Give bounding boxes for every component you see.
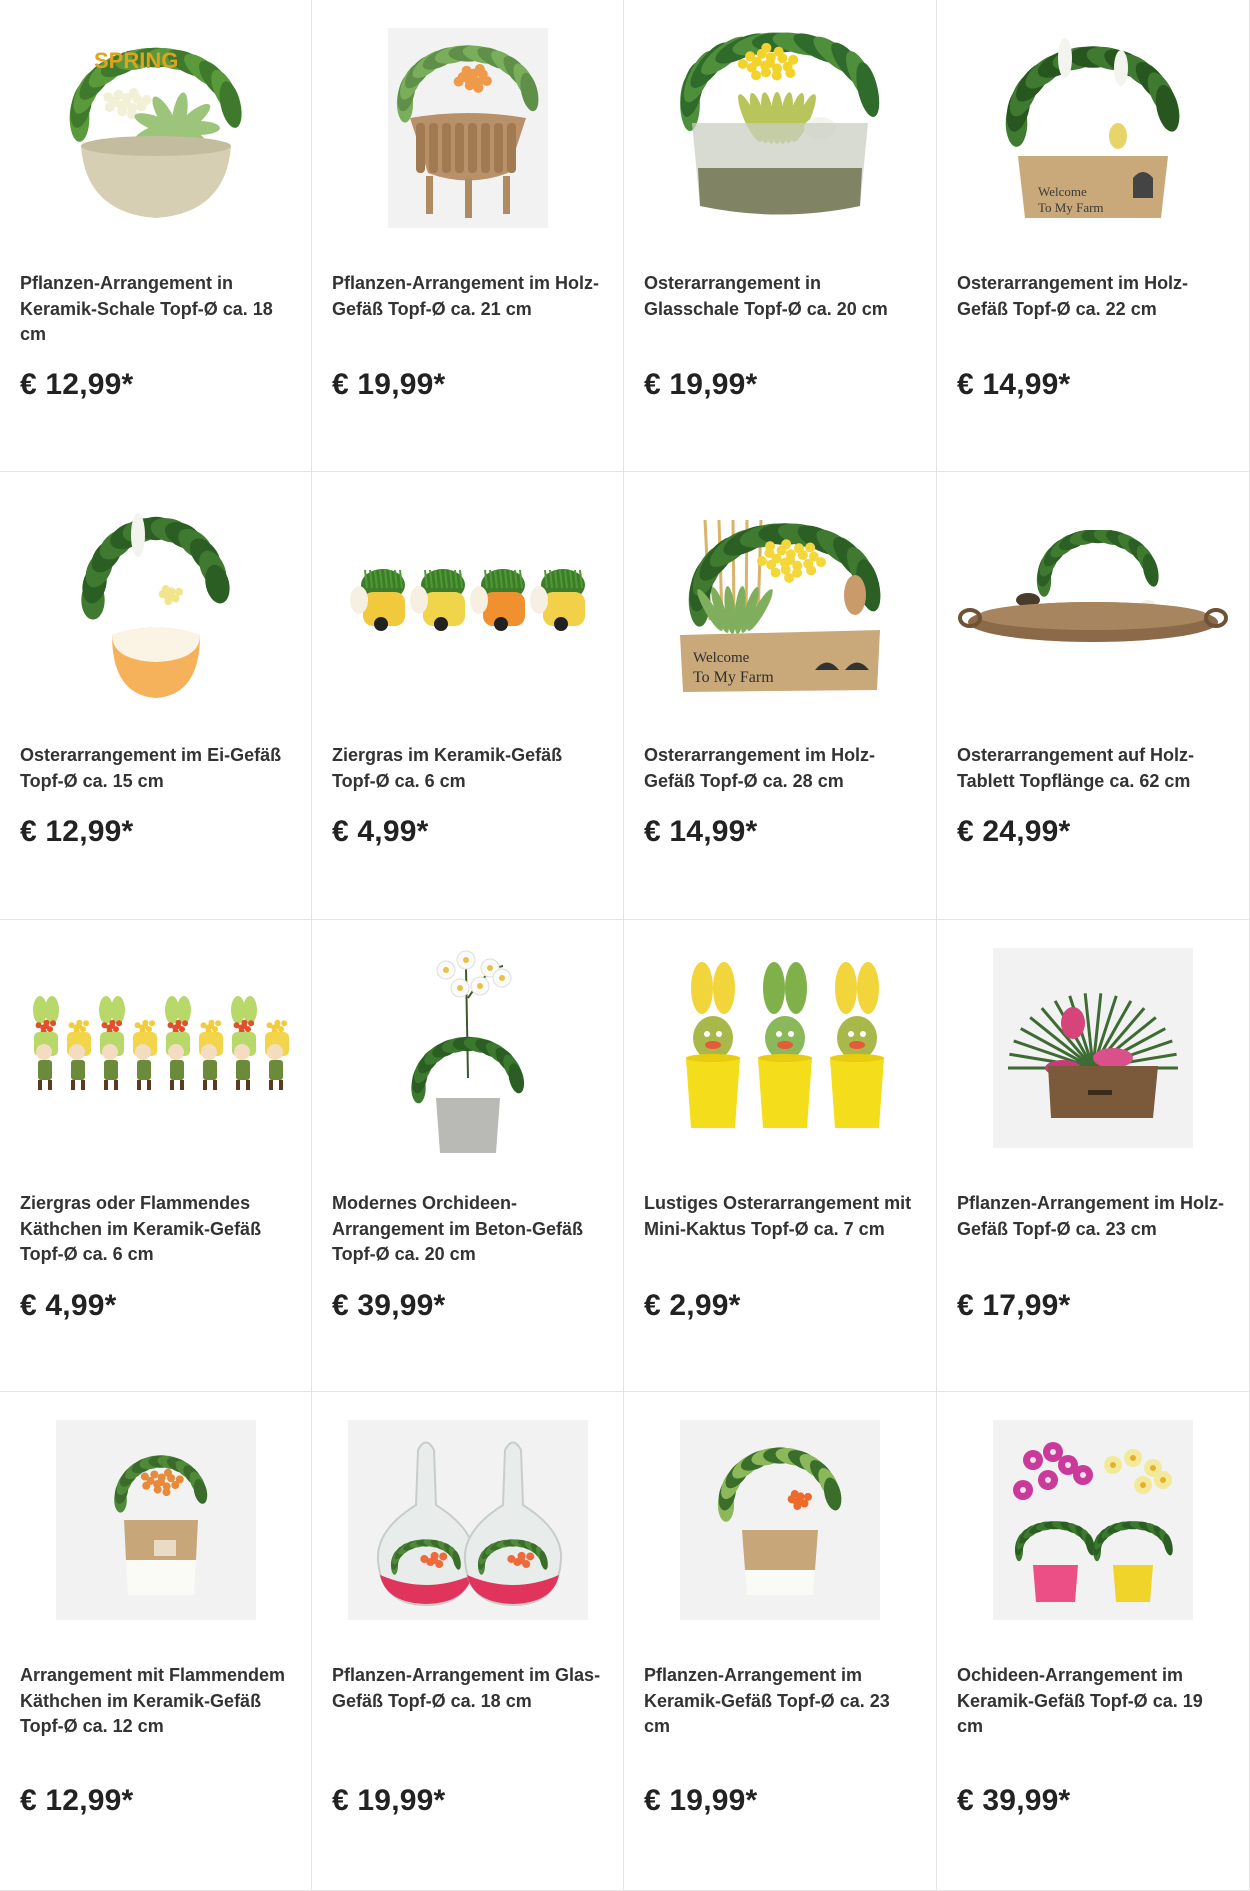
product-price: € 2,99* xyxy=(644,1289,741,1322)
product-price: € 19,99* xyxy=(644,368,758,401)
product-card[interactable] xyxy=(312,920,624,1392)
product-image[interactable] xyxy=(0,938,311,1158)
product-card[interactable] xyxy=(624,1392,937,1891)
product-price: € 4,99* xyxy=(20,1289,117,1322)
easter-arrangement-wooden-tray-icon xyxy=(958,530,1228,670)
product-card[interactable] xyxy=(937,920,1250,1392)
product-image[interactable] xyxy=(624,490,936,710)
product-card[interactable] xyxy=(0,0,312,472)
easter-arrangement-egg-pot-icon xyxy=(76,500,236,700)
product-price: € 19,99* xyxy=(644,1784,758,1817)
product-title[interactable]: Pflanzen-Arrangement im Holz-Gefäß Topf-Ø ca. 21 cm xyxy=(332,273,600,319)
product-image[interactable] xyxy=(0,18,311,238)
ornamental-grass-pots-icon xyxy=(343,530,593,670)
product-title[interactable]: Osterarrangement im Holz-Gefäß Topf-Ø ca. 28 cm xyxy=(644,745,876,791)
product-card[interactable] xyxy=(937,1392,1250,1891)
cactus-bunny-pots-icon xyxy=(670,958,890,1138)
product-card[interactable] xyxy=(624,472,937,920)
product-card[interactable] xyxy=(0,472,312,920)
product-price: € 19,99* xyxy=(332,1784,446,1817)
product-title[interactable]: Lustiges Osterarrangement mit Mini-Kaktus Topf-Ø ca. 7 cm xyxy=(644,1193,912,1239)
product-price: € 14,99* xyxy=(957,368,1071,401)
product-card[interactable] xyxy=(624,0,937,472)
product-price: € 17,99* xyxy=(957,1289,1071,1322)
svg-text:Welcome: Welcome xyxy=(693,650,750,666)
product-image[interactable] xyxy=(0,1410,311,1630)
product-title[interactable]: Modernes Orchideen-Arrangement im Beton-Gefäß Topf-Ø ca. 20 cm xyxy=(332,1193,584,1264)
product-price: € 14,99* xyxy=(644,815,758,848)
product-title[interactable]: Ziergras im Keramik-Gefäß Topf-Ø ca. 6 cm xyxy=(332,745,563,791)
easter-arrangement-glass-bowl-icon xyxy=(670,28,890,228)
product-image[interactable] xyxy=(312,1410,623,1630)
product-price: € 39,99* xyxy=(332,1289,446,1322)
easter-arrangement-wooden-box-icon xyxy=(993,28,1193,228)
product-card[interactable] xyxy=(0,1392,312,1891)
product-image[interactable] xyxy=(624,938,936,1158)
plant-arrangement-jute-pot-icon xyxy=(680,1420,880,1620)
product-price: € 12,99* xyxy=(20,368,134,401)
product-price: € 19,99* xyxy=(332,368,446,401)
product-title[interactable]: Osterarrangement im Ei-Gefäß Topf-Ø ca. 15 cm xyxy=(20,745,282,791)
product-price: € 4,99* xyxy=(332,815,429,848)
product-title[interactable]: Osterarrangement im Holz-Gefäß Topf-Ø ca. 22 cm xyxy=(957,273,1189,319)
product-card[interactable] xyxy=(312,1392,624,1891)
product-image[interactable] xyxy=(312,490,623,710)
plant-arrangement-wooden-drawer-icon xyxy=(993,948,1193,1148)
product-title[interactable]: Pflanzen-Arrangement im Keramik-Gefäß Topf-Ø ca. 23 cm xyxy=(644,1665,890,1736)
product-price: € 12,99* xyxy=(20,1784,134,1817)
product-card[interactable] xyxy=(312,472,624,920)
product-image[interactable] xyxy=(937,490,1249,710)
product-image[interactable] xyxy=(937,1410,1249,1630)
kalanchoe-jute-pot-icon xyxy=(56,1420,256,1620)
easter-arrangement-farm-box-icon xyxy=(665,500,895,700)
product-image[interactable] xyxy=(937,18,1249,238)
product-image[interactable] xyxy=(312,18,623,238)
product-image[interactable] xyxy=(0,490,311,710)
product-image[interactable] xyxy=(624,18,936,238)
product-card[interactable] xyxy=(937,0,1250,472)
svg-text:To My Farm: To My Farm xyxy=(1038,200,1104,215)
plant-arrangement-wooden-stand-icon xyxy=(388,28,548,228)
product-image[interactable] xyxy=(624,1410,936,1630)
product-title[interactable]: Ziergras oder Flammendes Käthchen im Keramik-Gefäß Topf-Ø ca. 6 cm xyxy=(20,1193,262,1264)
grass-kalanchoe-figurines-icon xyxy=(16,988,296,1108)
svg-text:To My Farm: To My Farm xyxy=(693,669,774,686)
product-card[interactable] xyxy=(624,920,937,1392)
svg-text:SPRING: SPRING xyxy=(93,48,178,73)
product-price: € 12,99* xyxy=(20,815,134,848)
plant-arrangement-ceramic-bowl-icon xyxy=(56,28,256,228)
product-price: € 39,99* xyxy=(957,1784,1071,1817)
orchid-concrete-pot-icon xyxy=(398,938,538,1158)
product-card[interactable] xyxy=(937,472,1250,920)
svg-text:Welcome: Welcome xyxy=(1038,184,1087,199)
product-title[interactable]: Osterarrangement in Glasschale Topf-Ø ca. 20 cm xyxy=(644,273,888,319)
product-title[interactable]: Arrangement mit Flammendem Käthchen im Keramik-Gefäß Topf-Ø ca. 12 cm xyxy=(20,1665,286,1736)
product-title[interactable]: Ochideen-Arrangement im Keramik-Gefäß Topf-Ø ca. 19 cm xyxy=(957,1665,1203,1736)
product-price: € 24,99* xyxy=(957,815,1071,848)
product-title[interactable]: Osterarrangement auf Holz-Tablett Topflänge ca. 62 cm xyxy=(957,745,1195,791)
orchids-pink-yellow-pots-icon xyxy=(993,1420,1193,1620)
product-title[interactable]: Pflanzen-Arrangement im Holz-Gefäß Topf-Ø ca. 23 cm xyxy=(957,1193,1225,1239)
product-card[interactable] xyxy=(312,0,624,472)
product-title[interactable]: Pflanzen-Arrangement im Glas-Gefäß Topf-Ø ca. 18 cm xyxy=(332,1665,601,1711)
product-title[interactable]: Pflanzen-Arrangement in Keramik-Schale Topf-Ø ca. 18 cm xyxy=(20,273,273,344)
product-image[interactable] xyxy=(937,938,1249,1158)
product-card[interactable] xyxy=(0,920,312,1392)
glass-terrarium-pair-icon xyxy=(348,1420,588,1620)
product-image[interactable] xyxy=(312,938,623,1158)
